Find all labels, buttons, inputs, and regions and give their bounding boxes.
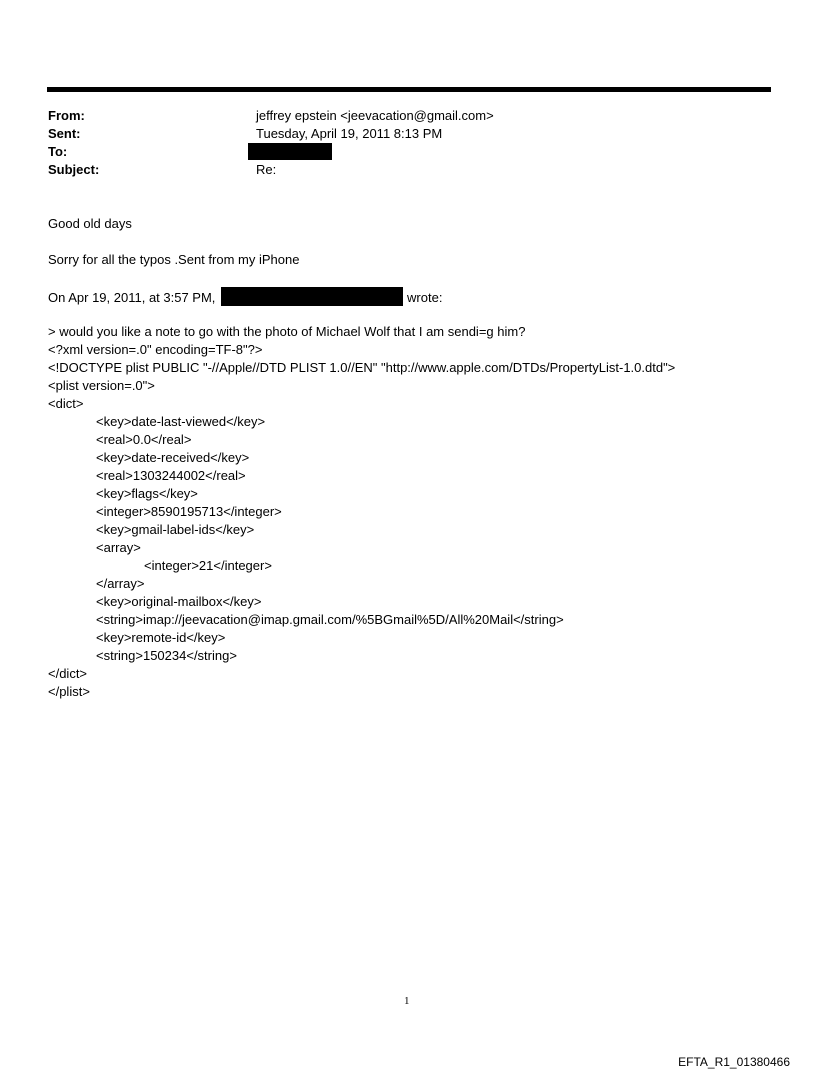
from-label: From: — [48, 108, 85, 123]
header-rule — [47, 87, 771, 92]
xml-line: <real>0.0</real> — [96, 432, 192, 447]
xml-line: <key>flags</key> — [96, 486, 198, 501]
xml-line: <key>date-received</key> — [96, 450, 250, 465]
xml-line: <integer>21</integer> — [144, 558, 272, 573]
quote-attribution — [48, 287, 442, 307]
email-header — [48, 107, 768, 179]
from-row — [48, 107, 768, 125]
subject-value: Re: — [256, 162, 277, 177]
subject-row — [48, 161, 768, 179]
to-row — [48, 143, 768, 161]
sent-label: Sent: — [48, 126, 81, 141]
xml-line: <?xml version=.0" encoding=TF-8"?> — [48, 342, 263, 357]
quote-suffix: wrote: — [407, 290, 443, 305]
xml-line: <key>date-last-viewed</key> — [96, 414, 266, 429]
subject-label: Subject: — [48, 162, 100, 177]
body-line-2: Sorry for all the typos .Sent from my iPhone — [48, 252, 300, 267]
plist-xml — [48, 341, 675, 701]
xml-line: <real>1303244002</real> — [96, 468, 246, 483]
xml-line: <dict> — [48, 396, 84, 411]
body-line-1: Good old days — [48, 216, 132, 231]
xml-line: </array> — [96, 576, 145, 591]
quoted-line: > would you like a note to go with the photo of Michael Wolf that I am sendi=g him? — [48, 324, 526, 339]
xml-line: <string>imap://jeevacation@imap.gmail.com/%5BGmail%5D/All%20Mail</string> — [96, 612, 564, 627]
xml-line: <!DOCTYPE plist PUBLIC "-//Apple//DTD PLIST 1.0//EN" "http://www.apple.com/DTDs/PropertyList-1.0.dtd"> — [48, 360, 676, 375]
xml-line: <key>gmail-label-ids</key> — [96, 522, 255, 537]
quote-prefix: On Apr 19, 2011, at 3:57 PM, — [48, 290, 220, 305]
redaction-box — [221, 287, 403, 306]
to-label: To: — [48, 144, 68, 159]
document-id: EFTA_R1_01380466 — [678, 1055, 790, 1069]
redaction-box — [248, 143, 332, 160]
sent-value: Tuesday, April 19, 2011 8:13 PM — [256, 126, 443, 141]
from-value: jeffrey epstein <jeevacation@gmail.com> — [256, 108, 494, 123]
xml-line: <key>remote-id</key> — [96, 630, 226, 645]
xml-line: <string>150234</string> — [96, 648, 237, 663]
xml-line: <key>original-mailbox</key> — [96, 594, 262, 609]
sent-row — [48, 125, 768, 143]
page-number: 1 — [404, 995, 410, 1007]
xml-line: <integer>8590195713</integer> — [96, 504, 282, 519]
xml-line: <plist version=.0"> — [48, 378, 155, 393]
xml-line: <array> — [96, 540, 141, 555]
xml-line: </dict> — [48, 666, 88, 681]
xml-line: </plist> — [48, 684, 90, 699]
